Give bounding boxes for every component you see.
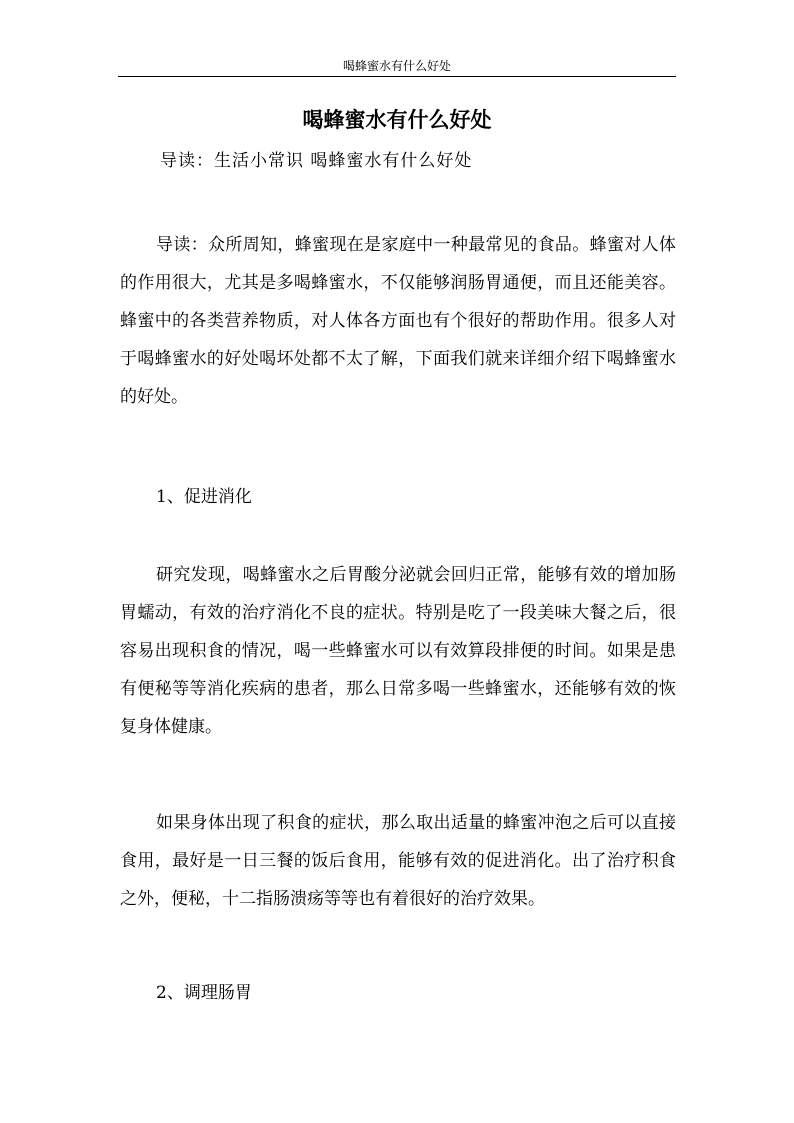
header-rule: [118, 76, 676, 77]
paragraph-digestion-1: 研究发现，喝蜂蜜水之后胃酸分泌就会回归正常，能够有效的增加肠胃蠕动，有效的治疗消化不良的症状。特别是吃了一段美味大餐之后，很容易出现积食的情况，喝一些蜂蜜水可以有效算段排便的时间。如果是患有便秘等等消化疾病的患者，那么日常多喝一些蜂蜜水，还能够有效的恢复身体健康。: [120, 565, 676, 737]
header-text: 喝蜂蜜水有什么好处: [342, 59, 451, 73]
document-title: 喝蜂蜜水有什么好处: [302, 107, 492, 132]
document-subtitle: 导读：生活小常识 喝蜂蜜水有什么好处: [160, 151, 473, 171]
paragraph-digestion-2: 如果身体出现了积食的症状，那么取出适量的蜂蜜冲泡之后可以直接食用，最好是一日三餐的饭后食用，能够有效的促进消化。出了治疗积食之外，便秘，十二指肠溃疡等等也有着很好的治疗效果。: [120, 813, 676, 909]
intro-paragraph: 导读：众所周知，蜂蜜现在是家庭中一种最常见的食品。蜂蜜对人体的作用很大，尤其是多喝蜂蜜水，不仅能够润肠胃通便，而且还能美容。蜂蜜中的各类营养物质，对人体各方面也有个很好的帮助作用。很多人对于喝蜂蜜水的好处喝坏处都不太了解，下面我们就来详细介绍下喝蜂蜜水的好处。: [120, 235, 676, 407]
section-heading-2: 2、调理肠胃: [156, 983, 252, 1003]
section-heading-1: 1、促进消化: [156, 487, 252, 507]
